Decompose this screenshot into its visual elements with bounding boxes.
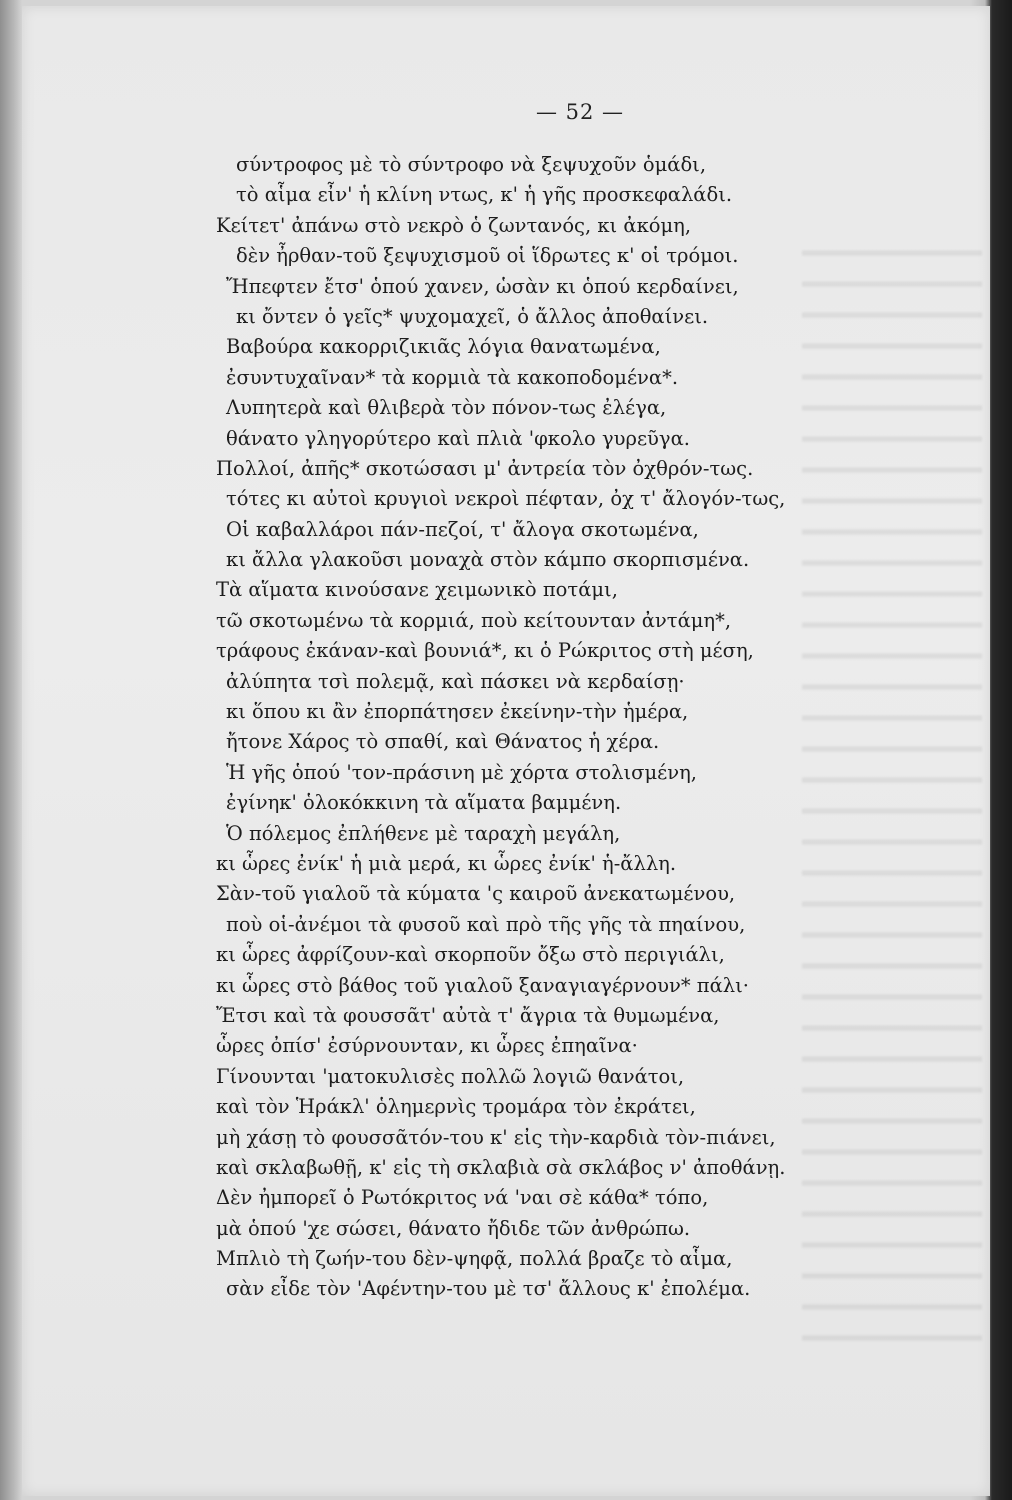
verse-line: τράφους ἐκάναν-καὶ βουνιά*, κι ὁ Ρώκριτος στὴ μέση, (216, 639, 754, 663)
page-number: — 52 — (535, 100, 625, 124)
verse-line: Ὁ πόλεμος ἐπλήθενε μὲ ταραχὴ μεγάλη, (226, 821, 621, 845)
verse-line: Τὰ αἵματα κινούσανε χειμωνικὸ ποτάμι, (216, 578, 618, 602)
verse-line: καὶ τὸν Ἡράκλ' ὁλημερνὶς τρομάρα τὸν ἐκράτει, (216, 1095, 696, 1119)
verse-line: κι ὄντεν ὁ γεῖς* ψυχομαχεῖ, ὁ ἄλλος ἀποθαίνει. (236, 304, 709, 328)
verse-line: Ἤπεφτεν ἔτσ' ὁπού χανεν, ὡσὰν κι ὁπού κερδαίνει, (226, 274, 739, 298)
verse-line: Βαβούρα κακορριζικιᾶς λόγια θανατωμένα, (226, 335, 661, 359)
verse-line: Δὲν ἠμπορεῖ ὁ Ρωτόκριτος νά 'ναι σὲ κάθα* τόπο, (216, 1186, 709, 1210)
verse-line: ἀλύπητα τσὶ πολεμᾷ, καὶ πάσκει νὰ κερδαίσῃ· (226, 669, 685, 693)
verse-line: ποὺ οἱ-ἀνέμοι τὰ φυσοῦ καὶ πρὸ τῆς γῆς τὰ πηαίνου, (226, 912, 746, 936)
verse-line: καὶ σκλαβωθῇ, κ' εἰς τὴ σκλαβιὰ σὰ σκλάβος ν' ἀποθάνῃ. (216, 1155, 786, 1179)
verse-line: σύντροφος μὲ τὸ σύντροφο νὰ ξεψυχοῦν ὁμάδι, (236, 153, 707, 176)
verse-line: Σὰν-τοῦ γιαλοῦ τὰ κύματα 'ς καιροῦ ἀνεκατωμένου, (216, 882, 736, 906)
verse-line: κι ὧρες ἀφρίζουν-καὶ σκορποῦν ὄξω στὸ περιγιάλι, (216, 943, 725, 967)
verse-line: Κείτετ' ἀπάνω στὸ νεκρὸ ὁ ζωντανός, κι ἀκόμη, (216, 213, 692, 237)
verse-line: θάνατο γληγορύτερο καὶ πλιὰ 'φκολο γυρεῦγα. (226, 426, 690, 450)
verse-line: σὰν εἶδε τὸν 'Αφέντην-του μὲ τσ' ἄλλους κ' ἐπολέμα. (226, 1277, 751, 1301)
verse-line: τῶ σκοτωμένω τὰ κορμιά, ποὺ κείτουνταν ἀντάμη*, (216, 608, 732, 632)
verse-line: μὴ χάσῃ τὸ φουσσᾶτόν-του κ' εἰς τὴν-καρδιὰ τὸν-πιάνει, (216, 1125, 776, 1149)
verse-line: μὰ ὁπού 'χε σώσει, θάνατο ἤδιδε τῶν ἀνθρώπω. (216, 1216, 691, 1240)
verse-line: ἤτονε Χάρος τὸ σπαθί, καὶ Θάνατος ἡ χέρα. (226, 730, 660, 754)
verse-line: κι ὧρες στὸ βάθος τοῦ γιαλοῦ ξαναγιαγέρνουν* πάλι· (216, 973, 749, 997)
verse-line: Γίνουνται 'ματοκυλισὲς πολλῶ λογιῶ θανάτοι, (216, 1064, 685, 1088)
poem-text (216, 150, 796, 1305)
verse-line: κι ὧρες ἐνίκ' ἡ μιὰ μερά, κι ὧρες ἐνίκ' ἡ-ἄλλη. (216, 851, 677, 875)
verse-line: Μπλιὸ τὴ ζωήν-του δὲν-ψηφᾷ, πολλά βραζε τὸ αἷμα, (216, 1247, 733, 1271)
verse-line: Οἱ καβαλλάροι πάν-πεζοί, τ' ἄλογα σκοτωμένα, (226, 517, 699, 541)
verse-line: Πολλοί, ἀπῆς* σκοτώσασι μ' ἀντρεία τὸν ὀχθρόν-τως. (216, 456, 754, 480)
verse-line: τὸ αἷμα εἶν' ἡ κλίνη ντως, κ' ἡ γῆς προσκεφαλάδι. (236, 183, 733, 207)
verse-line: κι ὅπου κι ἂν ἐπορπάτησεν ἐκείνην-τὴν ἡμέρα, (226, 700, 689, 724)
verse-line: τότες κι αὐτοὶ κρυγιοὶ νεκροὶ πέφταν, ὀχ τ' ἄλογόν-τως, (226, 487, 786, 511)
show-through-text (802, 236, 982, 1356)
verse-line: Λυπητερὰ καὶ θλιβερὰ τὸν πόνον-τως ἐλέγα, (226, 396, 667, 420)
verse-line: ἐγίνηκ' ὁλοκόκκινη τὰ αἵματα βαμμένη. (226, 791, 622, 815)
verse-line: Ἔτσι καὶ τὰ φουσσᾶτ' αὐτὰ τ' ἄγρια τὰ θυμωμένα, (216, 1003, 720, 1027)
verse-line: κι ἄλλα γλακοῦσι μοναχὰ στὸν κάμπο σκορπισμένα. (226, 548, 750, 572)
verse-line: δὲν ἦρθαν-τοῦ ξεψυχισμοῦ οἱ ἵδρωτες κ' οἱ τρόμοι. (236, 244, 739, 268)
verse-line: ὧρες ὀπίσ' ἐσύρνουνταν, κι ὧρες ἐπηαῖνα· (216, 1034, 638, 1058)
verse-line: Ἡ γῆς ὁπού 'τον-πράσινη μὲ χόρτα στολισμένη, (226, 760, 697, 784)
verse-line: ἐσυντυχαῖναν* τὰ κορμιὰ τὰ κακοποδομένα*. (226, 365, 679, 389)
